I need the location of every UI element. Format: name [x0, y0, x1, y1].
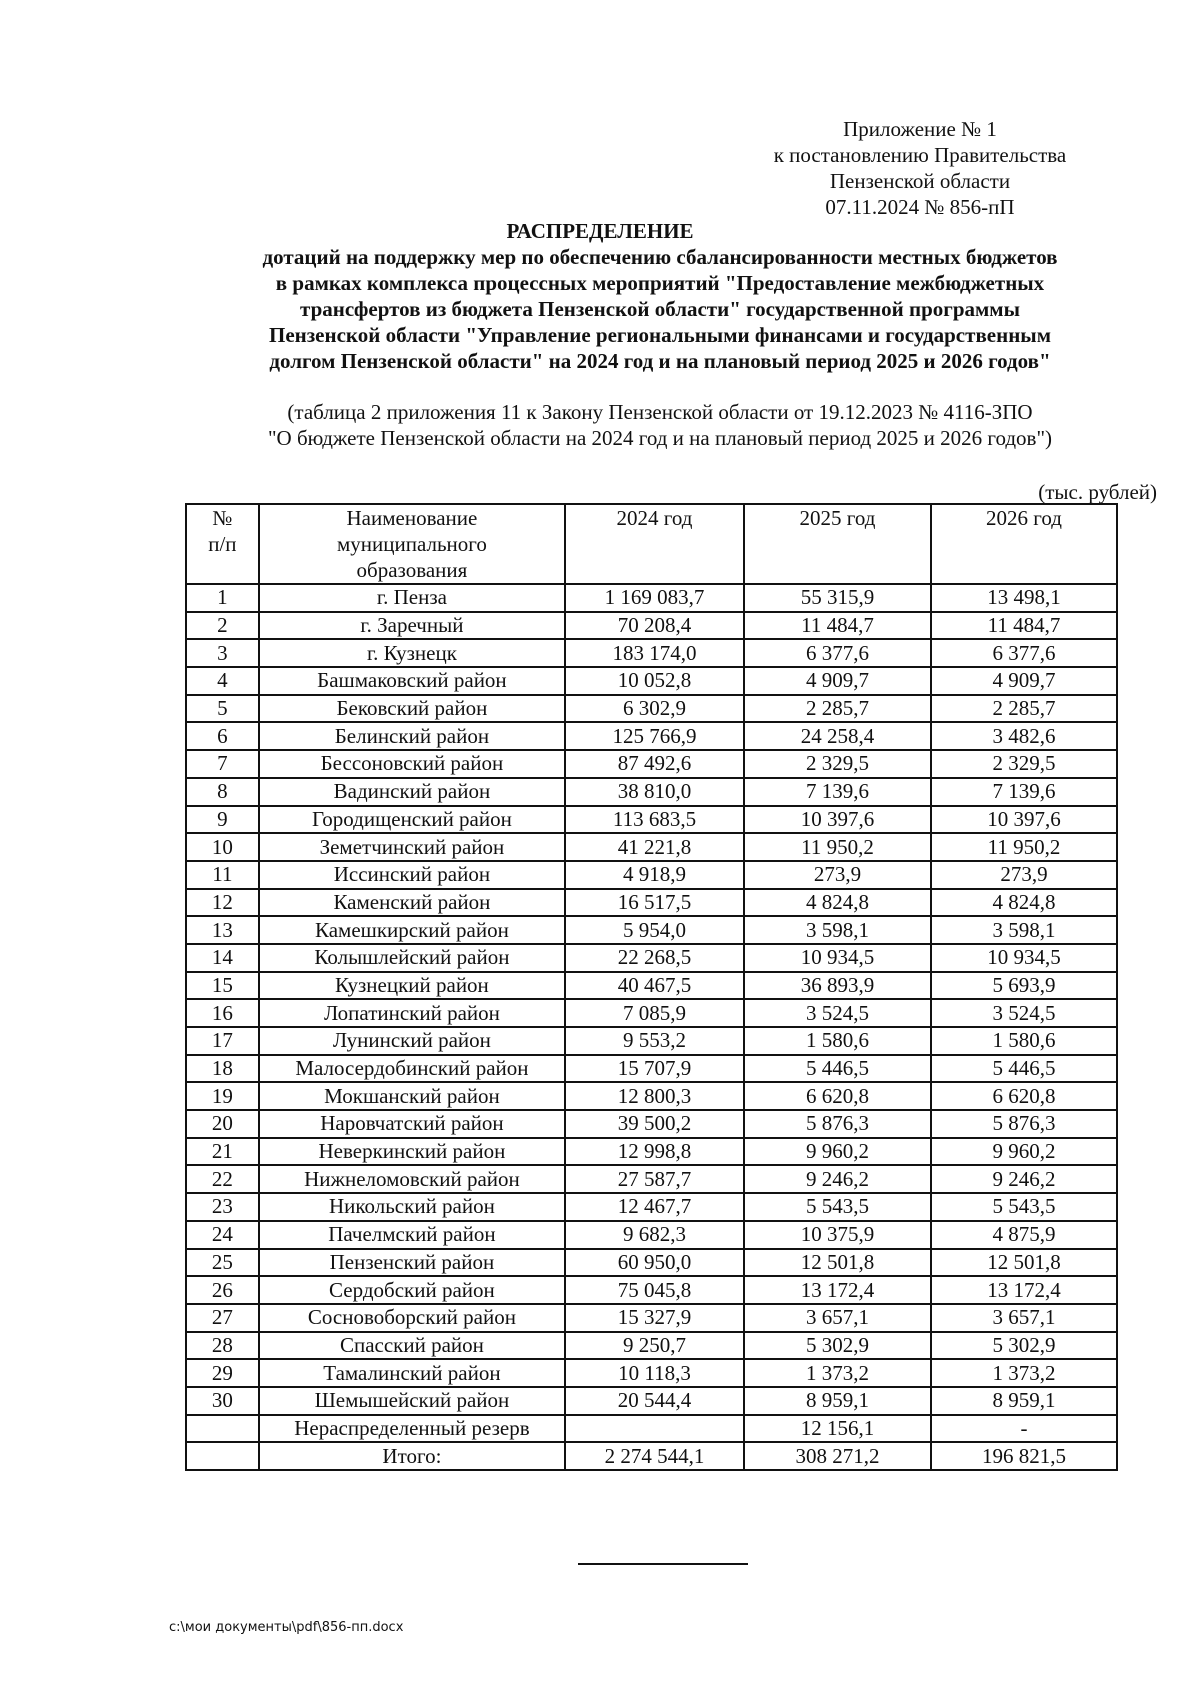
- municipality-name: Колышлейский район: [259, 944, 565, 972]
- value-2026: 13 172,4: [931, 1276, 1117, 1304]
- value-2024: 12 800,3: [565, 1082, 744, 1110]
- table-row: [186, 1304, 1117, 1332]
- value-2024: 9 250,7: [565, 1332, 744, 1360]
- header-2026: 2026 год: [931, 504, 1117, 584]
- table-row: [186, 1138, 1117, 1166]
- subtitle-line: Пензенской области "Управление региональными финансами и государственным: [268, 323, 1051, 347]
- value-2025: 3 524,5: [744, 999, 931, 1027]
- value-2026: 4 875,9: [931, 1221, 1117, 1249]
- table-row: [186, 889, 1117, 917]
- municipality-name: Спасский район: [259, 1332, 565, 1360]
- table-row: [186, 1110, 1117, 1138]
- value-2025: 4 909,7: [744, 667, 931, 695]
- value-2024: 6 302,9: [565, 695, 744, 723]
- value-2025: 12 501,8: [744, 1249, 931, 1277]
- table-row: [186, 944, 1117, 972]
- value-2024: 39 500,2: [565, 1110, 744, 1138]
- row-number: 23: [186, 1193, 259, 1221]
- value-2026: -: [931, 1415, 1117, 1443]
- value-2025: 11 950,2: [744, 833, 931, 861]
- value-2026: 3 524,5: [931, 999, 1117, 1027]
- source-reference: [180, 399, 1140, 451]
- total-number-cell: [186, 1442, 259, 1470]
- value-2026: 3 657,1: [931, 1304, 1117, 1332]
- value-2026: 9 246,2: [931, 1165, 1117, 1193]
- value-2024: 113 683,5: [565, 806, 744, 834]
- value-2026: 12 501,8: [931, 1249, 1117, 1277]
- header-name: [259, 504, 565, 584]
- value-2025: 273,9: [744, 861, 931, 889]
- table-row: [186, 1027, 1117, 1055]
- row-number: 15: [186, 972, 259, 1000]
- value-2024: 10 118,3: [565, 1359, 744, 1387]
- table-row: [186, 1387, 1117, 1415]
- municipality-name: Кузнецкий район: [259, 972, 565, 1000]
- value-2026: 2 285,7: [931, 695, 1117, 723]
- value-2024: 9 682,3: [565, 1221, 744, 1249]
- value-2025: 10 934,5: [744, 944, 931, 972]
- row-number: 22: [186, 1165, 259, 1193]
- value-2024: 12 998,8: [565, 1138, 744, 1166]
- value-2026: 4 824,8: [931, 889, 1117, 917]
- municipality-name: Вадинский район: [259, 778, 565, 806]
- header-name-line: муниципального: [336, 532, 487, 556]
- municipality-name: г. Заречный: [259, 612, 565, 640]
- table-row: [186, 1055, 1117, 1083]
- municipality-name: Белинский район: [259, 722, 565, 750]
- source-line: "О бюджете Пензенской области на 2024 год и на плановый период 2025 и 2026 годов"): [267, 426, 1053, 450]
- municipality-name: Нераспределенный резерв: [259, 1415, 565, 1443]
- value-2024: 22 268,5: [565, 944, 744, 972]
- value-2025: 1 580,6: [744, 1027, 931, 1055]
- table-row: [186, 695, 1117, 723]
- table-row: [186, 833, 1117, 861]
- row-number: 10: [186, 833, 259, 861]
- table-row: [186, 1415, 1117, 1443]
- value-2024: 9 553,2: [565, 1027, 744, 1055]
- appendix-block: [740, 116, 1100, 220]
- header-number: [186, 504, 259, 584]
- row-number: [186, 1415, 259, 1443]
- municipality-name: Сосновоборский район: [259, 1304, 565, 1332]
- municipality-name: Никольский район: [259, 1193, 565, 1221]
- value-2024: 183 174,0: [565, 639, 744, 667]
- row-number: 8: [186, 778, 259, 806]
- municipality-name: Бессоновский район: [259, 750, 565, 778]
- row-number: 27: [186, 1304, 259, 1332]
- row-number: 30: [186, 1387, 259, 1415]
- value-2026: 11 484,7: [931, 612, 1117, 640]
- row-number: 17: [186, 1027, 259, 1055]
- row-number: 14: [186, 944, 259, 972]
- value-2025: 36 893,9: [744, 972, 931, 1000]
- municipality-name: Городищенский район: [259, 806, 565, 834]
- appendix-date-number: 07.11.2024 № 856-пП: [825, 195, 1015, 219]
- table-row: [186, 1332, 1117, 1360]
- row-number: 28: [186, 1332, 259, 1360]
- municipality-name: г. Пенза: [259, 584, 565, 612]
- value-2025: 8 959,1: [744, 1387, 931, 1415]
- municipality-name: Каменский район: [259, 889, 565, 917]
- appendix-reference: к постановлению Правительства: [773, 143, 1067, 167]
- value-2026: 11 950,2: [931, 833, 1117, 861]
- value-2025: 10 397,6: [744, 806, 931, 834]
- table-row: [186, 916, 1117, 944]
- table-row: [186, 1221, 1117, 1249]
- total-label: Итого:: [259, 1442, 565, 1470]
- value-2025: 5 302,9: [744, 1332, 931, 1360]
- value-2025: 3 657,1: [744, 1304, 931, 1332]
- value-2025: 55 315,9: [744, 584, 931, 612]
- municipality-name: Земетчинский район: [259, 833, 565, 861]
- value-2025: 2 285,7: [744, 695, 931, 723]
- value-2025: 6 620,8: [744, 1082, 931, 1110]
- table-row: [186, 861, 1117, 889]
- total-row: [186, 1442, 1117, 1470]
- document-subtitle: [180, 244, 1140, 374]
- value-2026: 10 934,5: [931, 944, 1117, 972]
- table-row: [186, 1249, 1117, 1277]
- municipality-name: Иссинский район: [259, 861, 565, 889]
- value-2024: 4 918,9: [565, 861, 744, 889]
- value-2026: 273,9: [931, 861, 1117, 889]
- value-2024: 5 954,0: [565, 916, 744, 944]
- value-2026: 2 329,5: [931, 750, 1117, 778]
- row-number: 21: [186, 1138, 259, 1166]
- value-2026: 5 302,9: [931, 1332, 1117, 1360]
- value-2024: 15 707,9: [565, 1055, 744, 1083]
- value-2026: 1 373,2: [931, 1359, 1117, 1387]
- row-number: 26: [186, 1276, 259, 1304]
- municipality-name: Нижнеломовский район: [259, 1165, 565, 1193]
- value-2026: 9 960,2: [931, 1138, 1117, 1166]
- distribution-table: [185, 503, 1118, 1471]
- value-2025: 5 876,3: [744, 1110, 931, 1138]
- table-row: [186, 1165, 1117, 1193]
- row-number: 18: [186, 1055, 259, 1083]
- total-2026: 196 821,5: [931, 1442, 1117, 1470]
- table-row: [186, 584, 1117, 612]
- municipality-name: Лопатинский район: [259, 999, 565, 1027]
- header-number-line: п/п: [208, 532, 237, 556]
- appendix-number: Приложение № 1: [843, 117, 997, 141]
- value-2025: 2 329,5: [744, 750, 931, 778]
- table-row: [186, 750, 1117, 778]
- row-number: 3: [186, 639, 259, 667]
- value-2026: 1 580,6: [931, 1027, 1117, 1055]
- table-row: [186, 722, 1117, 750]
- table-row: [186, 1359, 1117, 1387]
- value-2026: 5 446,5: [931, 1055, 1117, 1083]
- footer-file-path: c:\мои документы\pdf\856-пп.docx: [169, 1620, 404, 1635]
- value-2024: 87 492,6: [565, 750, 744, 778]
- municipality-name: г. Кузнецк: [259, 639, 565, 667]
- value-2024: 1 169 083,7: [565, 584, 744, 612]
- value-2024: 60 950,0: [565, 1249, 744, 1277]
- value-2025: 6 377,6: [744, 639, 931, 667]
- municipality-name: Тамалинский район: [259, 1359, 565, 1387]
- row-number: 4: [186, 667, 259, 695]
- source-line: (таблица 2 приложения 11 к Закону Пензенской области от 19.12.2023 № 4116-ЗПО: [287, 400, 1033, 424]
- header-name-line: Наименование: [346, 506, 478, 530]
- municipality-name: Башмаковский район: [259, 667, 565, 695]
- value-2024: 15 327,9: [565, 1304, 744, 1332]
- value-2025: 12 156,1: [744, 1415, 931, 1443]
- municipality-name: Малосердобинский район: [259, 1055, 565, 1083]
- value-2024: 7 085,9: [565, 999, 744, 1027]
- table-body: [186, 584, 1117, 1470]
- row-number: 24: [186, 1221, 259, 1249]
- appendix-region: Пензенской области: [829, 169, 1011, 193]
- units-label: (тыс. рублей): [1038, 480, 1157, 504]
- municipality-name: Пензенский район: [259, 1249, 565, 1277]
- header-2024: 2024 год: [565, 504, 744, 584]
- value-2024: 41 221,8: [565, 833, 744, 861]
- value-2024: 75 045,8: [565, 1276, 744, 1304]
- municipality-name: Пачелмский район: [259, 1221, 565, 1249]
- end-separator-line: [578, 1563, 748, 1565]
- municipality-name: Камешкирский район: [259, 916, 565, 944]
- row-number: 29: [186, 1359, 259, 1387]
- value-2025: 11 484,7: [744, 612, 931, 640]
- table-row: [186, 972, 1117, 1000]
- value-2025: 5 446,5: [744, 1055, 931, 1083]
- value-2025: 5 543,5: [744, 1193, 931, 1221]
- subtitle-line: трансфертов из бюджета Пензенской области" государственной программы: [300, 297, 1020, 321]
- value-2026: 13 498,1: [931, 584, 1117, 612]
- municipality-name: Бековский район: [259, 695, 565, 723]
- value-2024: 20 544,4: [565, 1387, 744, 1415]
- value-2026: 5 693,9: [931, 972, 1117, 1000]
- subtitle-line: в рамках комплекса процессных мероприятий "Предоставление межбюджетных: [275, 271, 1045, 295]
- table-row: [186, 1276, 1117, 1304]
- row-number: 5: [186, 695, 259, 723]
- header-number-line: №: [212, 506, 233, 530]
- row-number: 25: [186, 1249, 259, 1277]
- row-number: 7: [186, 750, 259, 778]
- value-2025: 24 258,4: [744, 722, 931, 750]
- value-2024: 70 208,4: [565, 612, 744, 640]
- value-2025: 7 139,6: [744, 778, 931, 806]
- value-2026: 3 598,1: [931, 916, 1117, 944]
- row-number: 6: [186, 722, 259, 750]
- value-2024: [565, 1415, 744, 1443]
- municipality-name: Шемышейский район: [259, 1387, 565, 1415]
- row-number: 20: [186, 1110, 259, 1138]
- value-2025: 1 373,2: [744, 1359, 931, 1387]
- value-2024: 16 517,5: [565, 889, 744, 917]
- table-row: [186, 778, 1117, 806]
- subtitle-line: дотаций на поддержку мер по обеспечению сбалансированности местных бюджетов: [262, 245, 1058, 269]
- value-2024: 38 810,0: [565, 778, 744, 806]
- value-2025: 10 375,9: [744, 1221, 931, 1249]
- value-2025: 3 598,1: [744, 916, 931, 944]
- value-2025: 4 824,8: [744, 889, 931, 917]
- municipality-name: Лунинский район: [259, 1027, 565, 1055]
- value-2026: 10 397,6: [931, 806, 1117, 834]
- document-title: РАСПРЕДЕЛЕНИЕ: [506, 219, 694, 243]
- value-2025: 9 246,2: [744, 1165, 931, 1193]
- table-row: [186, 639, 1117, 667]
- value-2026: 6 620,8: [931, 1082, 1117, 1110]
- value-2026: 7 139,6: [931, 778, 1117, 806]
- total-2024: 2 274 544,1: [565, 1442, 744, 1470]
- value-2026: 5 543,5: [931, 1193, 1117, 1221]
- row-number: 13: [186, 916, 259, 944]
- value-2026: 4 909,7: [931, 667, 1117, 695]
- municipality-name: Неверкинский район: [259, 1138, 565, 1166]
- value-2024: 125 766,9: [565, 722, 744, 750]
- value-2025: 9 960,2: [744, 1138, 931, 1166]
- value-2026: 3 482,6: [931, 722, 1117, 750]
- row-number: 9: [186, 806, 259, 834]
- value-2024: 27 587,7: [565, 1165, 744, 1193]
- subtitle-line: долгом Пензенской области" на 2024 год и на плановый период 2025 и 2026 годов": [269, 349, 1051, 373]
- row-number: 2: [186, 612, 259, 640]
- row-number: 16: [186, 999, 259, 1027]
- total-2025: 308 271,2: [744, 1442, 931, 1470]
- value-2024: 12 467,7: [565, 1193, 744, 1221]
- row-number: 11: [186, 861, 259, 889]
- table-row: [186, 667, 1117, 695]
- value-2026: 8 959,1: [931, 1387, 1117, 1415]
- table-row: [186, 1193, 1117, 1221]
- municipality-name: Сердобский район: [259, 1276, 565, 1304]
- table-header-row: [186, 504, 1117, 584]
- municipality-name: Мокшанский район: [259, 1082, 565, 1110]
- value-2025: 13 172,4: [744, 1276, 931, 1304]
- table-row: [186, 1082, 1117, 1110]
- table-row: [186, 806, 1117, 834]
- row-number: 12: [186, 889, 259, 917]
- header-name-line: образования: [356, 558, 468, 582]
- value-2024: 40 467,5: [565, 972, 744, 1000]
- header-2025: 2025 год: [744, 504, 931, 584]
- value-2026: 6 377,6: [931, 639, 1117, 667]
- municipality-name: Наровчатский район: [259, 1110, 565, 1138]
- row-number: 19: [186, 1082, 259, 1110]
- row-number: 1: [186, 584, 259, 612]
- table-row: [186, 999, 1117, 1027]
- table-row: [186, 612, 1117, 640]
- value-2026: 5 876,3: [931, 1110, 1117, 1138]
- value-2024: 10 052,8: [565, 667, 744, 695]
